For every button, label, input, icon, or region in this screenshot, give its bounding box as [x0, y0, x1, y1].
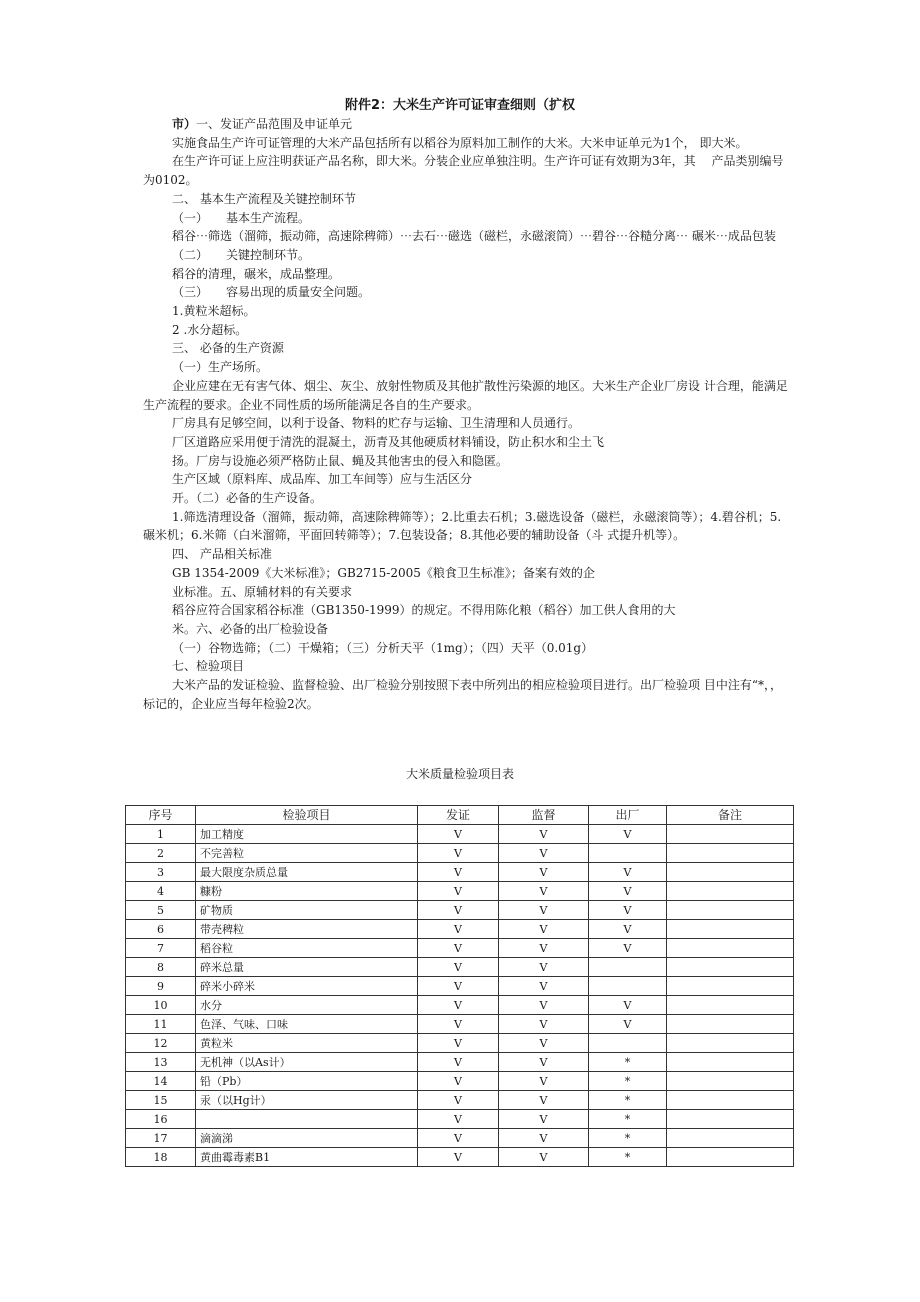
- subheading-3-2: 开。（二）必备的生产设备。: [172, 491, 323, 506]
- list-item-1: 1.黄粒米超标。: [172, 304, 256, 319]
- cell-item: 汞（以Hg计）: [196, 1091, 418, 1110]
- cell-factory: *: [589, 1053, 667, 1072]
- cell-certification: V: [418, 939, 499, 958]
- table-row: [126, 958, 794, 977]
- paragraph-pests: 扬。厂房与设施必须严格防止鼠、蝇及其他害虫的侵入和隐匿。: [172, 453, 509, 468]
- cell-certification: V: [418, 1091, 499, 1110]
- cell-remarks: [667, 1129, 794, 1148]
- cell-remarks: [667, 1053, 794, 1072]
- paragraph-space: 厂房具有足够空间，以利于设备、物料的贮存与运输、卫生清理和人员通行。: [172, 416, 581, 431]
- cell-no: 12: [126, 1034, 196, 1053]
- cell-item: 滴滴涕: [196, 1129, 418, 1148]
- raw-material-requirement: 稻谷应符合国家稻谷标准（GB1350-1999）的规定。不得用陈化粮（稻谷）加工供人食用的大: [172, 603, 676, 618]
- subheading-2-2: （二） 关键控制环节。: [172, 247, 311, 262]
- cell-remarks: [667, 825, 794, 844]
- cell-certification: V: [418, 1034, 499, 1053]
- cell-certification: V: [418, 1129, 499, 1148]
- cell-supervision: V: [499, 939, 589, 958]
- cell-item: 碎米小碎米: [196, 977, 418, 996]
- cell-no: 7: [126, 939, 196, 958]
- section-heading-6: 米。六、必备的出厂检验设备: [172, 621, 329, 636]
- cell-supervision: V: [499, 1091, 589, 1110]
- cell-item: 稻谷粒: [196, 939, 418, 958]
- header-remarks: 备注: [667, 806, 794, 825]
- cell-no: 13: [126, 1053, 196, 1072]
- table-row: [126, 1053, 794, 1072]
- cell-remarks: [667, 1091, 794, 1110]
- cell-remarks: [667, 863, 794, 882]
- cell-supervision: V: [499, 1015, 589, 1034]
- subheading-3-1: （一）生产场所。: [172, 360, 269, 375]
- document-title: 附件2：大米生产许可证审查细则（扩权: [344, 98, 576, 113]
- cell-factory: V: [589, 863, 667, 882]
- cell-remarks: [667, 882, 794, 901]
- cell-certification: V: [418, 920, 499, 939]
- process-flow: 稻谷⋯筛选（溜筛，振动筛，高速除稗筛）⋯去石⋯磁选（磁栏，永磁滚筒）⋯碧谷⋯谷糙分离⋯ 碾米⋯成品包装: [172, 229, 776, 244]
- table-row: [126, 1072, 794, 1091]
- cell-certification: V: [418, 825, 499, 844]
- table-row: [126, 1015, 794, 1034]
- cell-no: 6: [126, 920, 196, 939]
- cell-certification: V: [418, 977, 499, 996]
- paragraph-3: 在生产许可证上应注明获证产品名称，即大米。分装企业应单独注明。生产许可证有效期为3年，其 产品类别编号为0102。: [143, 154, 784, 188]
- cell-item: 色泽、气味、口味: [196, 1015, 418, 1034]
- cell-supervision: V: [499, 1034, 589, 1053]
- cell-factory: V: [589, 901, 667, 920]
- table-row: [126, 1091, 794, 1110]
- cell-factory: *: [589, 1091, 667, 1110]
- cell-no: 14: [126, 1072, 196, 1091]
- cell-factory: [589, 977, 667, 996]
- cell-factory: *: [589, 1148, 667, 1167]
- paragraph-roads: 厂区道路应采用便于清洗的混凝土，沥青及其他硬质材料铺设，防止积水和尘土飞: [172, 434, 605, 449]
- cell-item: 黄粒米: [196, 1034, 418, 1053]
- table-row: [126, 1110, 794, 1129]
- cell-no: 9: [126, 977, 196, 996]
- section-heading-4: 四、 产品相关标准: [172, 547, 272, 562]
- cell-item: 最大限度杂质总量: [196, 863, 418, 882]
- cell-item: 黄曲霉毒素B1: [196, 1148, 418, 1167]
- cell-factory: V: [589, 996, 667, 1015]
- cell-supervision: V: [499, 996, 589, 1015]
- table-row: [126, 1148, 794, 1167]
- cell-no: 4: [126, 882, 196, 901]
- cell-item: [196, 1110, 418, 1129]
- cell-remarks: [667, 901, 794, 920]
- equipment-list: 1.筛选清理设备（溜筛，振动筛，高速除稗筛等）；2.比重去石机；3.磁选设备（磁栏，永磁滚筒等）；4.碧谷机；5.碾米机；6.米筛（白米溜筛，平面回转筛等）；7.包装设备；8.其他必要的辅助设备（斗 式提升机等）。: [143, 509, 782, 543]
- cell-remarks: [667, 920, 794, 939]
- cell-remarks: [667, 1015, 794, 1034]
- section-heading-2: 二、 基本生产流程及关键控制环节: [172, 191, 356, 206]
- cell-factory: *: [589, 1110, 667, 1129]
- cell-remarks: [667, 977, 794, 996]
- header-factory: 出厂: [589, 806, 667, 825]
- table-row: [126, 1034, 794, 1053]
- table-row: [126, 863, 794, 882]
- cell-factory: *: [589, 1072, 667, 1091]
- table-body: [126, 825, 794, 1167]
- table-row: [126, 844, 794, 863]
- table-row: [126, 901, 794, 920]
- table-row: [126, 920, 794, 939]
- cell-supervision: V: [499, 958, 589, 977]
- cell-no: 16: [126, 1110, 196, 1129]
- header-no: 序号: [126, 806, 196, 825]
- header-certification: 发证: [418, 806, 499, 825]
- cell-item: 铅（Pb）: [196, 1072, 418, 1091]
- cell-supervision: V: [499, 1053, 589, 1072]
- cell-factory: *: [589, 1129, 667, 1148]
- section-heading-7: 七、检验项目: [172, 659, 245, 674]
- cell-item: 不完善粒: [196, 844, 418, 863]
- cell-remarks: [667, 939, 794, 958]
- cell-certification: V: [418, 844, 499, 863]
- cell-item: 加工精度: [196, 825, 418, 844]
- cell-factory: V: [589, 882, 667, 901]
- inspection-equipment: （一）谷物选筛；（二）干燥箱；（三）分析天平（1mg）；（四）天平（0.01g）: [172, 640, 594, 655]
- cell-no: 1: [126, 825, 196, 844]
- cell-remarks: [667, 844, 794, 863]
- cell-no: 2: [126, 844, 196, 863]
- cell-supervision: V: [499, 844, 589, 863]
- list-item-2: 2 .水分超标。: [172, 322, 248, 337]
- header-item: 检验项目: [196, 806, 418, 825]
- cell-supervision: V: [499, 920, 589, 939]
- cell-certification: V: [418, 1110, 499, 1129]
- cell-supervision: V: [499, 825, 589, 844]
- inspection-items-table: [125, 805, 794, 1167]
- cell-no: 15: [126, 1091, 196, 1110]
- cell-remarks: [667, 1072, 794, 1091]
- cell-certification: V: [418, 1072, 499, 1091]
- cell-no: 17: [126, 1129, 196, 1148]
- paragraph-2: 实施食品生产许可证管理的大米产品包括所有以稻谷为原料加工制作的大米。大米申证单元为1个， 即大米。: [172, 135, 748, 150]
- paragraph-zones: 生产区域（原料库、成品库、加工车间等）应与生活区分: [172, 472, 473, 487]
- cell-supervision: V: [499, 1072, 589, 1091]
- cell-certification: V: [418, 1015, 499, 1034]
- cell-supervision: V: [499, 882, 589, 901]
- cell-factory: V: [589, 920, 667, 939]
- table-row: [126, 882, 794, 901]
- cell-item: 无机神（以As计）: [196, 1053, 418, 1072]
- table-row: [126, 996, 794, 1015]
- cell-remarks: [667, 1110, 794, 1129]
- cell-supervision: V: [499, 1129, 589, 1148]
- subheading-2-3: （三） 容易出现的质量安全问题。: [172, 285, 371, 300]
- cell-certification: V: [418, 882, 499, 901]
- cell-item: 碎米总量: [196, 958, 418, 977]
- cell-supervision: V: [499, 863, 589, 882]
- cell-no: 10: [126, 996, 196, 1015]
- cell-no: 11: [126, 1015, 196, 1034]
- cell-certification: V: [418, 1148, 499, 1167]
- table-row: [126, 825, 794, 844]
- cell-certification: V: [418, 863, 499, 882]
- paragraph-site: 企业应建在无有害气体、烟尘、灰尘、放射性物质及其他扩散性污染源的地区。大米生产企业厂房设 计合理，能满足生产流程的要求。企业不同性质的场所能满足各自的生产要求。: [143, 378, 788, 412]
- standards-line: GB 1354-2009《大米标准》；GB2715-2005《粮食卫生标准》；备案有效的企: [172, 565, 595, 580]
- cell-remarks: [667, 996, 794, 1015]
- section-heading-3: 三、 必备的生产资源: [172, 341, 284, 356]
- cell-factory: [589, 958, 667, 977]
- cell-factory: V: [589, 939, 667, 958]
- cell-remarks: [667, 1148, 794, 1167]
- table-caption: 大米质量检验项目表: [405, 767, 514, 781]
- cell-item: 水分: [196, 996, 418, 1015]
- cell-item: 糠粉: [196, 882, 418, 901]
- title-continuation: 市）: [172, 117, 197, 131]
- cell-factory: [589, 844, 667, 863]
- table-row: [126, 1129, 794, 1148]
- cell-no: 18: [126, 1148, 196, 1167]
- cell-remarks: [667, 1034, 794, 1053]
- header-supervision: 监督: [499, 806, 589, 825]
- document-body: [143, 115, 793, 714]
- inspection-paragraph: 大米产品的发证检验、监督检验、出厂检验分别按照下表中所列出的相应检验项目进行。出厂检验项 目中注有“*，，标记的，企业应当每年检验2次。: [143, 678, 782, 711]
- cell-certification: V: [418, 901, 499, 920]
- cell-certification: V: [418, 1053, 499, 1072]
- cell-no: 8: [126, 958, 196, 977]
- paragraph-key-control: 稻谷的清理，碾米，成品整理。: [172, 266, 341, 281]
- cell-item: 带壳稗粒: [196, 920, 418, 939]
- table-row: [126, 939, 794, 958]
- cell-remarks: [667, 958, 794, 977]
- cell-supervision: V: [499, 1110, 589, 1129]
- cell-factory: V: [589, 1015, 667, 1034]
- table-header-row: [126, 806, 794, 825]
- cell-item: 矿物质: [196, 901, 418, 920]
- cell-no: 3: [126, 863, 196, 882]
- cell-factory: [589, 1034, 667, 1053]
- table-row: [126, 977, 794, 996]
- cell-supervision: V: [499, 901, 589, 920]
- cell-factory: V: [589, 825, 667, 844]
- cell-no: 5: [126, 901, 196, 920]
- section-heading-5: 业标准。五、原辅材料的有关要求: [172, 584, 353, 599]
- subheading-2-1: （一） 基本生产流程。: [172, 210, 311, 225]
- cell-certification: V: [418, 996, 499, 1015]
- section-heading-1: 一、发证产品范围及申证单元: [196, 117, 353, 131]
- cell-supervision: V: [499, 1148, 589, 1167]
- paragraph-1: [143, 115, 793, 134]
- cell-certification: V: [418, 958, 499, 977]
- cell-supervision: V: [499, 977, 589, 996]
